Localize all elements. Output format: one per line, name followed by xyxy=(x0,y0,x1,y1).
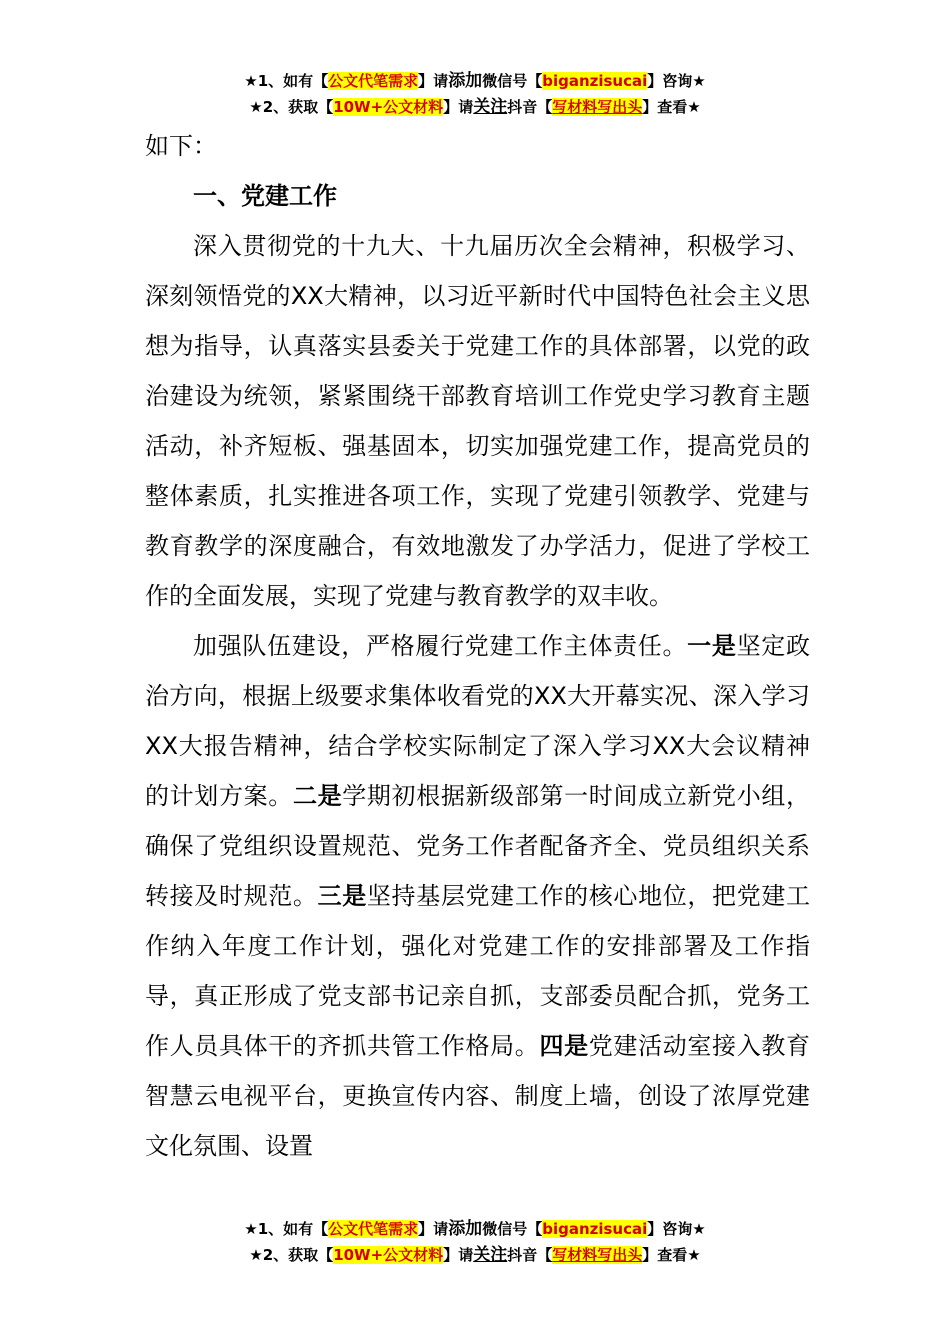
banner-text: 】请 xyxy=(418,1220,449,1238)
banner-text: 】查看★ xyxy=(642,98,701,116)
point-text: 学期初根据新级部第一时间成立新党小组，确保了党组织设置规范、党务工作者配备齐全、党员组织关系转接及时规范。 xyxy=(145,782,811,910)
banner-douyin-id: 写材料写出头 xyxy=(552,1246,643,1264)
header-banner xyxy=(0,68,950,120)
banner-text: 微信号【 xyxy=(482,72,543,90)
point-text: 党建活动室接入教育智慧云电视平台，更换宣传内容、制度上墙，创设了浓厚党建文化氛围、设置 xyxy=(145,1032,811,1160)
banner-text: 微信号【 xyxy=(482,1220,543,1238)
banner-text: 】请 xyxy=(443,1246,474,1264)
banner-text: ★2、获取【 xyxy=(249,1246,334,1264)
banner-line-1 xyxy=(0,68,950,94)
point-text: 坚定政治方向，根据上级要求集体收看党的XX大开幕实况、深入学习XX大报告精神，结合学校实际制定了深入学习XX大会议精神的计划方案。 xyxy=(145,632,811,810)
banner-douyin-id: 写材料写出头 xyxy=(552,98,643,116)
section-heading: 一、党建工作 xyxy=(193,182,337,210)
banner-text: 】咨询★ xyxy=(647,1220,706,1238)
banner-text: 抖音【 xyxy=(507,98,553,116)
banner-text: 关注 xyxy=(473,1245,508,1265)
point-marker: 三是 xyxy=(317,882,367,910)
banner-text: ★1、如有【 xyxy=(244,1220,329,1238)
paragraph-2 xyxy=(145,621,810,1171)
document-body xyxy=(145,121,810,1171)
banner-text: ★2、获取【 xyxy=(249,98,334,116)
point-text: 坚持基层党建工作的核心地位，把党建工作纳入年度工作计划，强化对党建工作的安排部署及工作指导，真正形成了党支部书记亲自抓，支部委员配合抓，党务工作人员具体干的齐抓共管工作格局。 xyxy=(145,882,811,1060)
banner-highlight: 公文代笔需求 xyxy=(328,72,419,90)
banner-text: 】查看★ xyxy=(642,1246,701,1264)
point-marker: 一是 xyxy=(687,632,737,660)
banner-text: 】请 xyxy=(418,72,449,90)
point-marker: 二是 xyxy=(292,782,343,810)
banner-text: 】请 xyxy=(443,98,474,116)
banner-line-1 xyxy=(0,1216,950,1242)
intro-line: 如下： xyxy=(145,132,217,160)
banner-highlight: 公文代笔需求 xyxy=(328,1220,419,1238)
banner-wechat-id: biganzisucai xyxy=(542,1220,648,1238)
banner-highlight: 10W+公文材料 xyxy=(333,1246,444,1264)
banner-text: 关注 xyxy=(473,97,508,117)
banner-line-2 xyxy=(0,94,950,120)
banner-text: 添加 xyxy=(448,71,483,91)
banner-text: 抖音【 xyxy=(507,1246,553,1264)
banner-text: 添加 xyxy=(448,1219,483,1239)
point-marker: 四是 xyxy=(539,1032,589,1060)
banner-line-2 xyxy=(0,1242,950,1268)
banner-wechat-id: biganzisucai xyxy=(542,72,648,90)
banner-text: 】咨询★ xyxy=(647,72,706,90)
paragraph-lead: 加强队伍建设，严格履行党建工作主体责任。 xyxy=(193,632,688,660)
banner-text: ★1、如有【 xyxy=(244,72,329,90)
footer-banner xyxy=(0,1216,950,1268)
banner-highlight: 10W+公文材料 xyxy=(333,98,444,116)
paragraph-1: 深入贯彻党的十九大、十九届历次全会精神，积极学习、深刻领悟党的XX大精神，以习近平新时代中国特色社会主义思想为指导，认真落实县委关于党建工作的具体部署，以党的政治建设为统领，紧紧围绕干部教育培训工作党史学习教育主题活动，补齐短板、强基固本，切实加强党建工作，提高党员的整体素质，扎实推进各项工作，实现了党建引领教学、党建与教育教学的深度融合，有效地激发了办学活力，促进了学校工作的全面发展，实现了党建与教育教学的双丰收。 xyxy=(145,232,810,610)
